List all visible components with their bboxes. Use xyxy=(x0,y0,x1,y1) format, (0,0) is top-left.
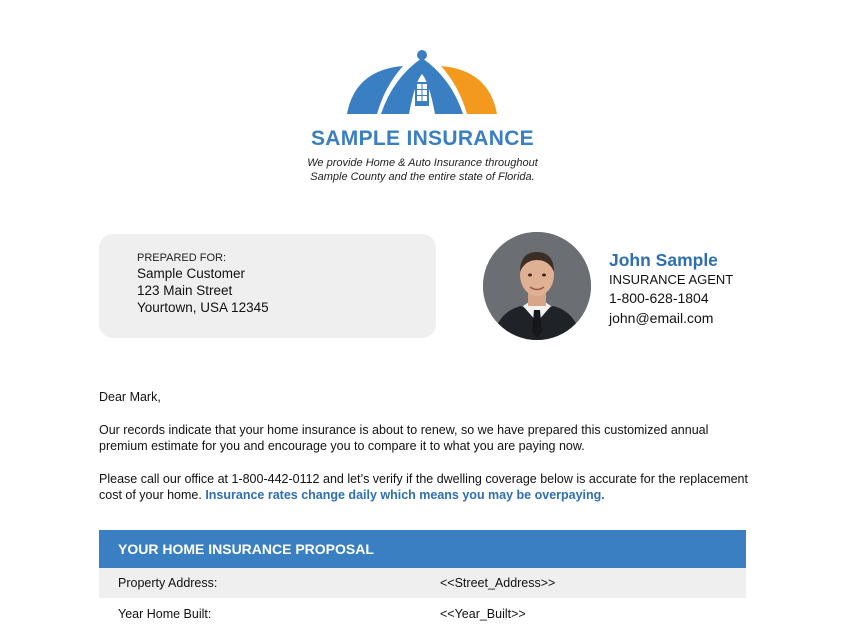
letter-paragraph-2-text: Please call our office at 1-800-442-0112 and let’s verify if the dwelling coverage below is accurate for the replacement cost of your home. xyxy=(99,471,748,502)
customer-city: Yourtown, USA 12345 xyxy=(137,300,269,315)
proposal-header: YOUR HOME INSURANCE PROPOSAL xyxy=(99,530,746,568)
letter-body xyxy=(99,389,749,520)
tagline-line-2: Sample County and the entire state of Florida. xyxy=(310,171,535,183)
customer-name: Sample Customer xyxy=(137,266,246,281)
company-tagline xyxy=(0,156,845,184)
prepared-for-box xyxy=(99,234,436,338)
table-row xyxy=(99,568,746,598)
agent-title: INSURANCE AGENT xyxy=(609,272,734,287)
property-address-value: <<Street_Address>> xyxy=(440,576,556,590)
prepared-for-label: PREPARED FOR: xyxy=(137,252,227,264)
letter-paragraph-2 xyxy=(99,471,749,504)
overpaying-highlight: Insurance rates change daily which means you may be overpaying. xyxy=(205,488,605,502)
letter-greeting: Dear Mark, xyxy=(99,390,161,404)
agent-name: John Sample xyxy=(609,250,718,270)
umbrella-house-logo xyxy=(345,48,499,118)
tagline-line-1: We provide Home & Auto Insurance throughout xyxy=(307,157,538,169)
letter-paragraph-1: Our records indicate that your home insurance is about to renew, so we have prepared this customized annual premium estimate for you and encourage you to compare it to what you are paying now. xyxy=(99,422,709,453)
agent-email: john@email.com xyxy=(609,310,714,326)
agent-phone: 1-800-628-1804 xyxy=(609,290,709,306)
property-address-label: Property Address: xyxy=(118,576,218,590)
customer-street: 123 Main Street xyxy=(137,283,233,298)
agent-photo xyxy=(483,232,591,340)
year-built-value: <<Year_Built>> xyxy=(440,607,526,621)
table-row xyxy=(99,599,746,629)
company-name: SAMPLE INSURANCE xyxy=(311,127,534,150)
year-built-label: Year Home Built: xyxy=(118,607,212,621)
